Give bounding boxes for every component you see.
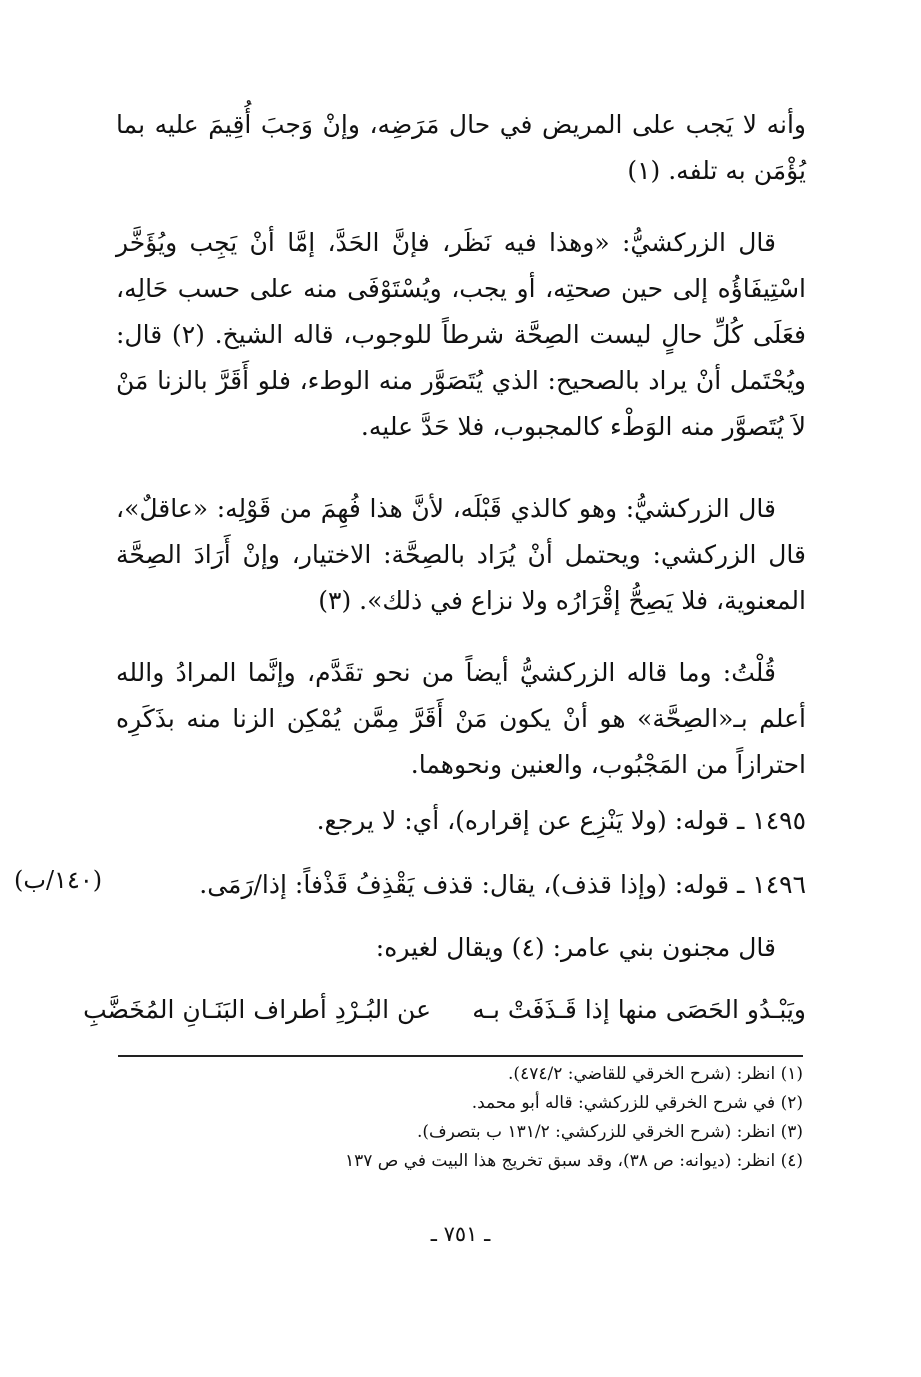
entry-1495: ١٤٩٥ ـ قوله: (ولا يَنْزِع عن إقراره)، أي: لا يرجع. [316, 806, 806, 835]
verse-second-hemistich: عن البُـرْدِ أطراف البَنَـانِ المُخَضَّبِ [83, 995, 431, 1024]
footnotes [118, 1060, 803, 1176]
poet-attribution: قال مجنون بني عامر: (٤) ويقال لغيره: [375, 933, 776, 962]
intro-paragraph: وأنه لا يَجب على المريض في حال مَرَضِه، وإنْ وَجبَ أُقِيمَ عليه بما يُؤْمَن به تلفه. (١) [116, 110, 806, 185]
footnote-1: (١) انظر: (شرح الخرقي للقاضي: ٤٧٤/٢). [508, 1064, 803, 1084]
footnote-3: (٣) انظر: (شرح الخرقي للزركشي: ١٣١/٢ ب بتصرف). [416, 1122, 803, 1142]
paragraph-zarkashi-1: قال الزركشيُّ: «وهذا فيه نَظَر، فإنَّ الحَدَّ، إمَّا أنْ يَجِب ويُؤَخَّر اسْتِيفَاؤُه إلى حين صحتِه، أو يجب، ويُسْتَوْفَى منه على حسب حَالِه، فعَلَى كُلِّ حالٍ ليست الصِحَّة شرطاً للوجوب، قاله الشيخ. (٢) قال: ويُحْتَمل أنْ يراد بالصحيح: الذي يُتَصَوَّر منه الوطء، فلو أَقَرَّ بالزنا مَنْ لاَ يُتَصوَّر منه الوَطْء كالمجبوب، فلا حَدَّ عليه. [116, 228, 806, 441]
paragraph-zarkashi-2: قال الزركشيُّ: وهو كالذي قَبْلَه، لأنَّ هذا فُهِمَ من قَوْلِه: «عاقلٌ»، قال الزركشي: ويحتمل أنْ يُرَاد بالصِحَّة: الاختيار، وإنْ أَرَادَ الصِحَّة المعنوية، فلا يَصِحُّ إقْرَارُه ولا نزاع في ذلك». (٣) [116, 494, 806, 615]
margin-folio-reference: (١٤٠/ب) [14, 866, 103, 894]
page-number: ـ ٧٥١ ـ [430, 1222, 491, 1246]
paragraph-qultu: قُلْتُ: وما قاله الزركشيُّ أيضاً من نحو تقَدَّم، وإنَّما المرادُ والله أعلم بـ«الصِحَّة» هو أنْ يكون مَنْ أَقَرَّ مِمَّن يُمْكِن الزنا منه بذَكَرِه احترازاً من المَجْبُوب، والعنين ونحوهما. [116, 658, 806, 779]
entry-1496: ١٤٩٦ ـ قوله: (وإذا قذف)، يقال: قذف يَقْذِفُ قَذْفاً: إذا/رَمَى. [199, 870, 806, 899]
footnote-2: (٢) في شرح الخرقي للزركشي: قاله أبو محمد. [471, 1093, 803, 1113]
footnote-separator [118, 1055, 803, 1057]
footnote-4: (٤) انظر: (ديوانه: ص ٣٨)، وقد سبق تخريج هذا البيت في ص ١٣٧ [344, 1151, 803, 1171]
verse-first-hemistich: ويَبْـدُو الحَصَى منها إذا قَـذَفَتْ بـه [472, 995, 806, 1024]
